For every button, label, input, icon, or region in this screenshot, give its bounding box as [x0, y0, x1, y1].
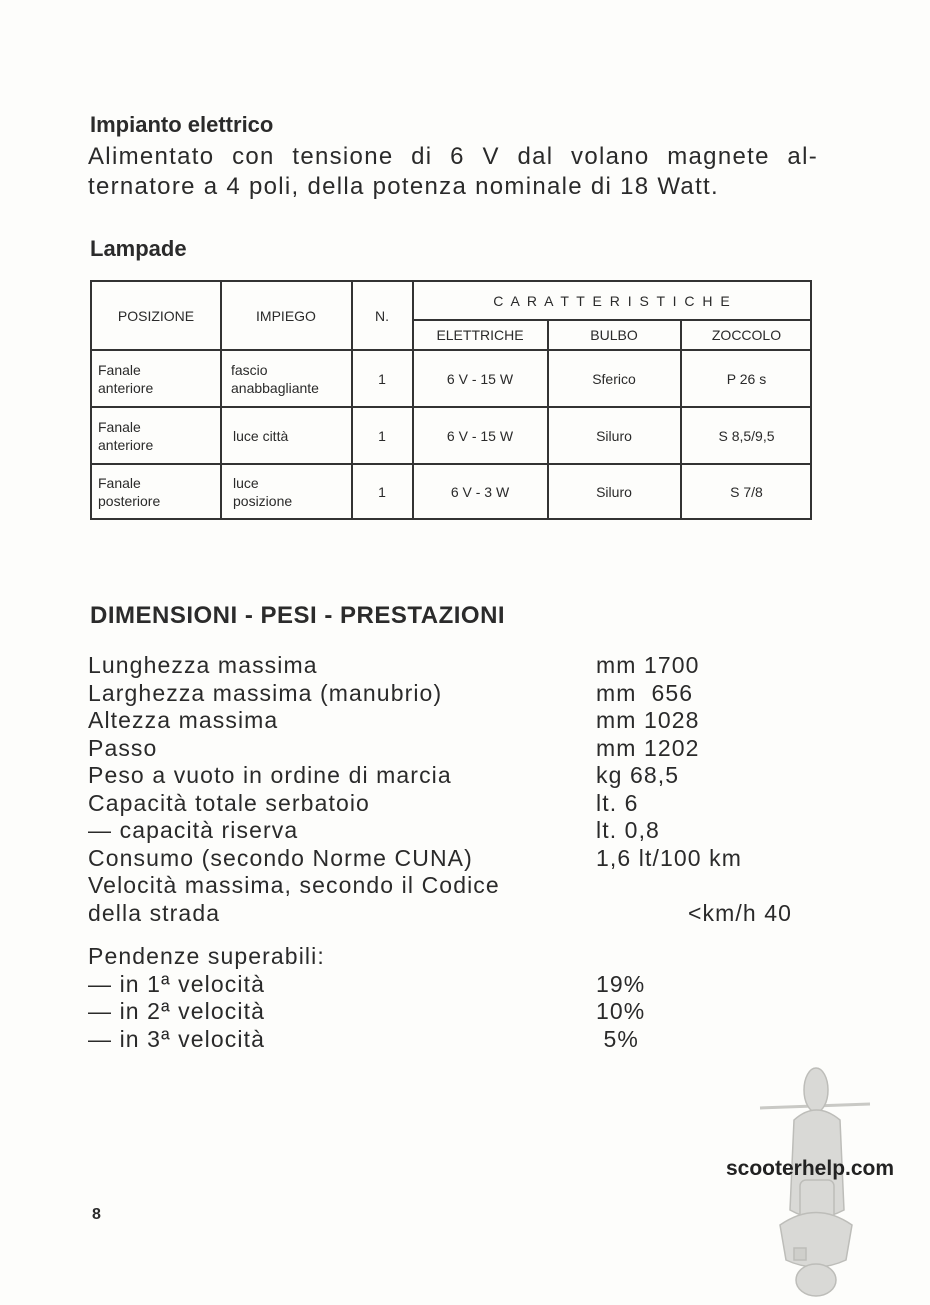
electric-description: Alimentato con tensione di 6 V dal volano magnete al-ternatore a 4 poli, della potenza nominale di 18 Watt. [88, 143, 818, 200]
cell-text: Fanale [98, 474, 141, 491]
list-item [88, 1026, 808, 1054]
grades-list [88, 943, 808, 1053]
list-item [88, 845, 808, 873]
spec-label: Passo [88, 734, 158, 761]
table-row-3-electrical: 6 V - 3 W [450, 483, 510, 500]
spec-value: mm 656 [596, 679, 694, 706]
list-item [88, 872, 808, 900]
list-item [88, 735, 808, 763]
spec-label: — in 1ª velocità [88, 970, 265, 997]
table-row-1-number: 1 [378, 370, 386, 387]
lamp-table [90, 280, 812, 520]
list-item [88, 900, 808, 928]
spec-label: Altezza massima [88, 707, 279, 733]
cell-text: posizione [233, 492, 293, 509]
cell-text: anteriore [98, 436, 154, 453]
spec-value: 5% [596, 1025, 639, 1052]
spec-value: 19% [596, 970, 646, 997]
table-row-3-position [92, 465, 220, 518]
table-row-2-use [223, 408, 351, 463]
spec-label: Peso a vuoto in ordine di marcia [88, 762, 452, 788]
list-item [88, 680, 808, 708]
spec-label: — in 3ª velocità [88, 1025, 265, 1052]
header-use: IMPIEGO [256, 307, 316, 324]
spec-label: — capacità riserva [88, 817, 299, 843]
spec-label: Consumo (secondo Norme CUNA) [88, 844, 473, 871]
table-row-3-number: 1 [378, 483, 386, 500]
watermark [720, 1060, 920, 1300]
spec-value: mm 1700 [596, 652, 700, 678]
spec-label: Velocità massima, secondo il Codice [88, 872, 500, 898]
table-row-3-use [223, 465, 351, 518]
spec-value: lt. 0,8 [596, 817, 660, 843]
spec-value: mm 1202 [596, 734, 700, 761]
cell-text: Fanale [98, 418, 141, 435]
header-position: POSIZIONE [117, 307, 195, 324]
header-characteristics: C A R A T T E R I S T I C H E [493, 292, 732, 309]
page-number: 8 [92, 1206, 101, 1223]
section-title-lamps: Lampade [90, 236, 187, 261]
section-title-electric: Impianto elettrico [90, 112, 274, 137]
list-item [88, 762, 808, 790]
spec-value: kg 68,5 [596, 762, 680, 788]
header-number: N. [375, 307, 389, 324]
list-item [88, 652, 808, 680]
table-row-2-number: 1 [378, 427, 386, 444]
cell-text: posteriore [98, 492, 161, 509]
spec-label: Lunghezza massima [88, 652, 318, 678]
spec-value: lt. 6 [596, 789, 639, 816]
cell-text: luce città [233, 427, 289, 444]
table-row-1-socket: P 26 s [726, 370, 767, 387]
list-item [88, 971, 808, 999]
watermark-text: scooterhelp.com [726, 1157, 895, 1180]
spec-value: 10% [596, 998, 646, 1024]
cell-text: anteriore [98, 379, 154, 396]
cell-text: fascio [231, 361, 268, 378]
spec-label: Larghezza massima (manubrio) [88, 679, 443, 706]
table-row-3-bulb: Siluro [596, 483, 632, 500]
spec-value: mm 1028 [596, 707, 700, 733]
list-item [88, 817, 808, 845]
specs-list [88, 652, 808, 927]
table-row-2-position [92, 408, 220, 463]
cell-text: anabbagliante [231, 379, 319, 396]
grades-title [88, 943, 808, 971]
cell-text: luce [233, 474, 259, 491]
section-title-dimensions: DIMENSIONI - PESI - PRESTAZIONI [90, 602, 506, 629]
table-row-2-socket: S 8,5/9,5 [718, 427, 775, 444]
spec-label: Pendenze superabili: [88, 943, 325, 969]
header-bulb: BULBO [590, 326, 638, 343]
list-item [88, 707, 808, 735]
table-row-3-socket: S 7/8 [730, 483, 763, 500]
table-row-2-electrical: 6 V - 15 W [446, 427, 514, 444]
table-row-1-position [92, 351, 220, 406]
table-row-1-use [223, 351, 351, 406]
table-row-2-bulb: Siluro [596, 427, 632, 444]
spec-label: — in 2ª velocità [88, 998, 265, 1024]
spec-label: Capacità totale serbatoio [88, 789, 370, 816]
header-electrical: ELETTRICHE [436, 326, 524, 343]
spec-value: 1,6 lt/100 km [596, 844, 742, 871]
spec-label: della strada [88, 899, 221, 926]
spec-value: <km/h 40 [688, 899, 793, 926]
cell-text: Fanale [98, 361, 141, 378]
list-item [88, 998, 808, 1026]
table-row-1-bulb: Sferico [592, 370, 636, 387]
header-socket: ZOCCOLO [711, 326, 782, 343]
list-item [88, 790, 808, 818]
table-row-1-electrical: 6 V - 15 W [446, 370, 514, 387]
